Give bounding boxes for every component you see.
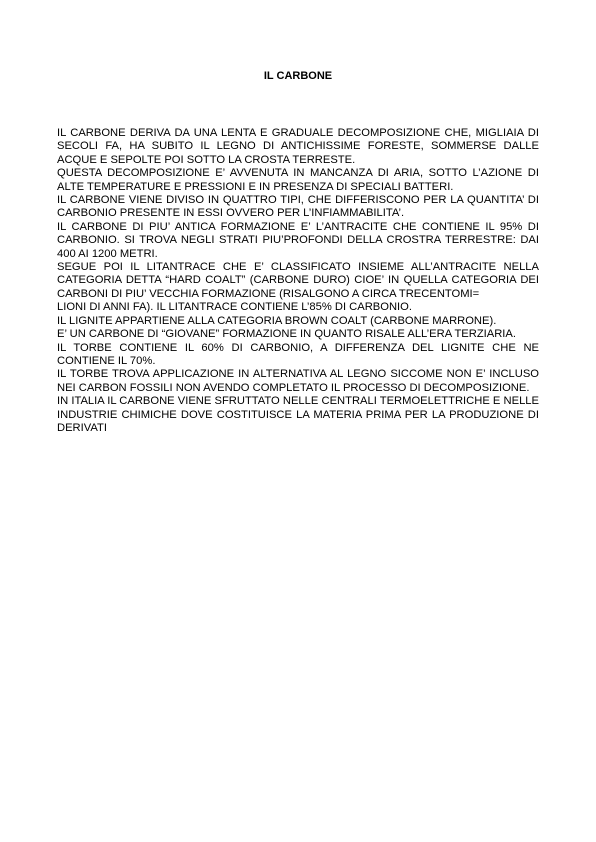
paragraph-italy: IN ITALIA IL CARBONE VIENE SFRUTTATO NELLE CENTRALI TERMOELETTRICHE E NELLE INDUSTRIE CHIMICHE DOVE COSTITUISCE LA MATERIA PRIMA PER LA PRODUZIONE DI DERIVATI [57, 395, 539, 434]
paragraph-peat-use: IL TORBE TROVA APPLICAZIONE IN ALTERNATIVA AL LEGNO SICCOME NON E’ INCLUSO NEI CARBON FOSSILI NON AVENDO COMPLETATO IL PROCESSO DI DECOMPOSIZIONE. [57, 368, 539, 394]
paragraph-lignite: IL LIGNITE APPARTIENE ALLA CATEGORIA BROWN COALT (CARBONE MARRONE). [57, 314, 497, 327]
paragraph-peat-carbon: IL TORBE CONTIENE IL 60% DI CARBONIO, A DIFFERENZA DEL LIGNITE CHE NE CONTIENE IL 70%. [57, 341, 539, 367]
document-title: IL CARBONE [263, 70, 333, 82]
paragraph-anthracite: IL CARBONE DI PIU’ ANTICA FORMAZIONE E’ L’ANTRACITE CHE CONTIENE IL 95% DI CARBONIO. SI TROVA NEGLI STRATI PIU’PROFONDI DELLA CROSTRA TERRESTRE: DAI 400 AI 1200 METRI. [57, 220, 539, 260]
paragraph-litantrace-continued: LIONI DI ANNI FA). IL LITANTRACE CONTIENE L’85% DI CARBONIO. [57, 301, 412, 314]
paragraph-types: IL CARBONE VIENE DIVISO IN QUATTRO TIPI, CHE DIFFERISCONO PER LA QUANTITA’ DI CARBONIO PRESENTE IN ESSI OVVERO PER L’INFIAMMABILITA’. [57, 194, 539, 220]
document-body [57, 127, 539, 435]
paragraph-litantrace: SEGUE POI IL LITANTRACE CHE E’ CLASSIFICATO INSIEME ALL’ANTRACITE NELLA CATEGORIA DETTA “HARD COALT” (CARBONE DURO) CIOE’ IN QUELLA CATEGORIA DEI CARBONI DI PIU’ VECCHIA FORMAZIONE (RISALGONO A CIRCA TRECENTOMI= [57, 261, 539, 300]
paragraph-lignite-age: E’ UN CARBONE DI “GIOVANE” FORMAZIONE IN QUANTO RISALE ALL’ERA TERZIARIA. [57, 328, 516, 341]
paragraph-origin: IL CARBONE DERIVA DA UNA LENTA E GRADUALE DECOMPOSIZIONE CHE, MIGLIAIA DI SECOLI FA, HA SUBITO IL LEGNO DI ANTICHISSIME FORESTE, SOMMERSE DALLE ACQUE E SEPOLTE POI SOTTO LA CROSTA TERRESTE. [57, 127, 539, 166]
paragraph-decomposition: QUESTA DECOMPOSIZIONE E’ AVVENUTA IN MANCANZA DI ARIA, SOTTO L’AZIONE DI ALTE TEMPERATURE E PRESSIONI E IN PRESENZA DI SPECIALI BATTERI. [57, 167, 539, 193]
